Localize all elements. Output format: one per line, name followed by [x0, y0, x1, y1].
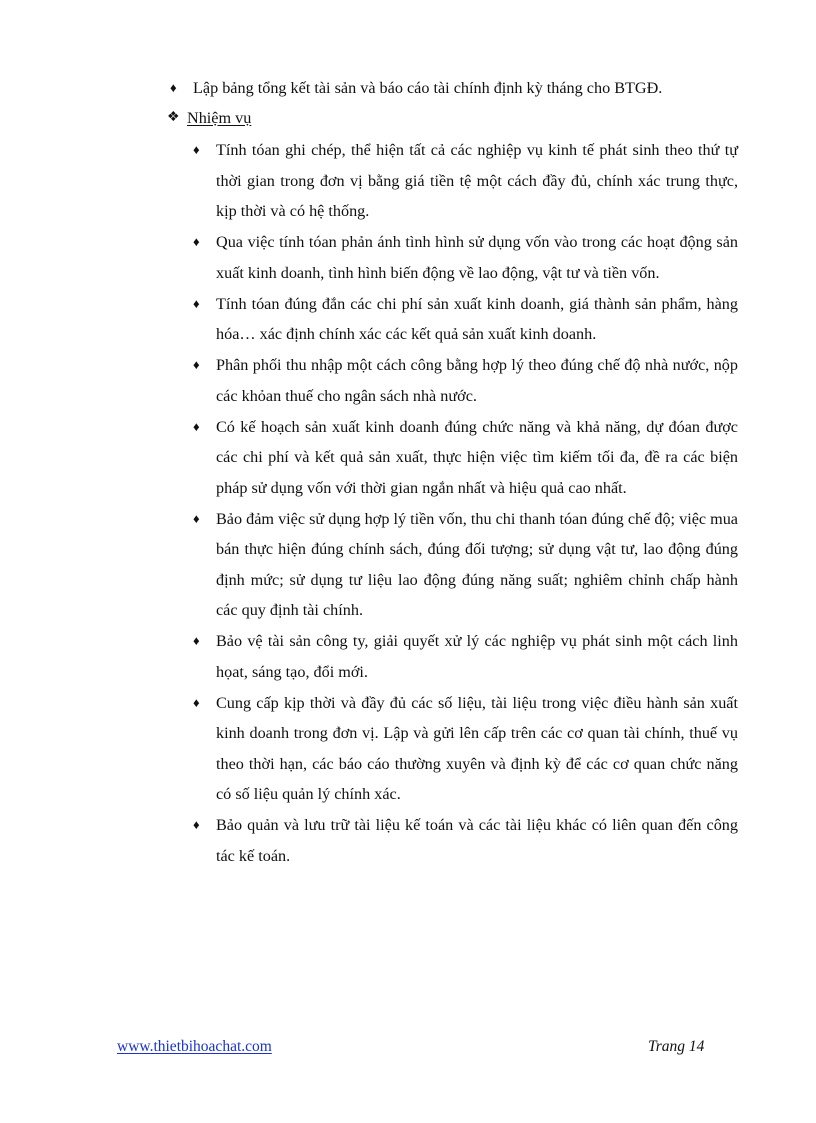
- duties-list: [193, 135, 738, 872]
- page-number: Trang 14: [648, 1038, 705, 1055]
- list-item-text: Qua việc tính tóan phản ánh tình hình sử dụng vốn vào trong các hoạt động sản xuất kinh doanh, tình hình biến động về lao động, vật tư và tiền vốn.: [216, 233, 738, 282]
- list-item: [193, 350, 738, 411]
- four-diamond-bullet-icon: ❖: [167, 110, 180, 125]
- diamond-bullet-icon: ♦: [193, 234, 200, 249]
- list-item-text: Bảo vệ tài sản công ty, giải quyết xử lý các nghiệp vụ phát sinh một cách linh họat, sáng tạo, đổi mới.: [216, 632, 738, 681]
- diamond-bullet-icon: ♦: [193, 142, 200, 157]
- diamond-bullet-icon: ♦: [193, 295, 200, 311]
- list-item-text: Lập bảng tổng kết tài sản và báo cáo tài chính định kỳ tháng cho BTGĐ.: [193, 79, 663, 97]
- section-heading: Nhiệm vụ: [187, 109, 252, 127]
- list-item-text: Có kế hoạch sản xuất kinh doanh đúng chức năng và khả năng, dự đóan được các chi phí và kết quả sản xuất, thực hiện việc tìm kiếm tối đa, đề ra các biện pháp sử dụng vốn với thời gian ngắn nhất và hiệu quả cao nhất.: [216, 417, 738, 497]
- list-item: [193, 289, 738, 350]
- diamond-bullet-icon: ♦: [193, 418, 200, 434]
- footer-website-link[interactable]: www.thietbihoachat.com: [117, 1038, 272, 1055]
- diamond-bullet-icon: ♦: [193, 510, 200, 526]
- list-item: [193, 412, 738, 504]
- list-item-text: Tính tóan ghi chép, thể hiện tất cả các nghiệp vụ kinh tế phát sinh theo thứ tự thời gian trong đơn vị bằng giá tiền tệ một cách đầy đủ, chính xác trung thực, kịp thời và có hệ thống.: [216, 141, 738, 220]
- list-item-text: Phân phối thu nhập một cách công bằng hợp lý theo đúng chế độ nhà nước, nộp các khỏan thuế cho ngân sách nhà nước.: [216, 356, 738, 405]
- diamond-bullet-icon: ♦: [193, 694, 200, 710]
- list-item-text: Bảo đảm việc sử dụng hợp lý tiền vốn, thu chi thanh tóan đúng chế độ; việc mua bán thực hiện đúng chính sách, đúng đối tượng; sử dụng vật tư, lao động đúng định mức; sử dụng tư liệu lao động đúng năng suất; nghiêm chỉnh chấp hành các quy định tài chính.: [216, 509, 738, 619]
- list-item-top: [170, 76, 753, 100]
- list-item: [193, 504, 738, 626]
- diamond-bullet-icon: ♦: [193, 817, 200, 832]
- diamond-bullet-icon: ♦: [193, 357, 200, 372]
- list-item-text: Cung cấp kịp thời và đầy đủ các số liệu, tài liệu trong việc điều hành sản xuất kinh doanh trong đơn vị. Lập và gửi lên cấp trên các cơ quan tài chính, thuế vụ theo thời hạn, các báo cáo thường xuyên và định kỳ để các cơ quan chức năng có số liệu quản lý chính xác.: [216, 693, 738, 803]
- diamond-bullet-icon: ♦: [193, 633, 200, 648]
- list-item-text: Tính tóan đúng đắn các chi phí sản xuất kinh doanh, giá thành sản phẩm, hàng hóa… xác định chính xác các kết quả sản xuất kinh doanh.: [216, 294, 738, 343]
- list-item: [193, 227, 738, 288]
- list-item: [193, 626, 738, 687]
- list-item: [193, 688, 738, 810]
- list-item: [193, 810, 738, 871]
- list-item: [193, 135, 738, 227]
- list-item-text: Bảo quản và lưu trữ tài liệu kế toán và các tài liệu khác có liên quan đến công tác kế toán.: [216, 816, 738, 865]
- diamond-bullet-icon: ♦: [170, 80, 177, 95]
